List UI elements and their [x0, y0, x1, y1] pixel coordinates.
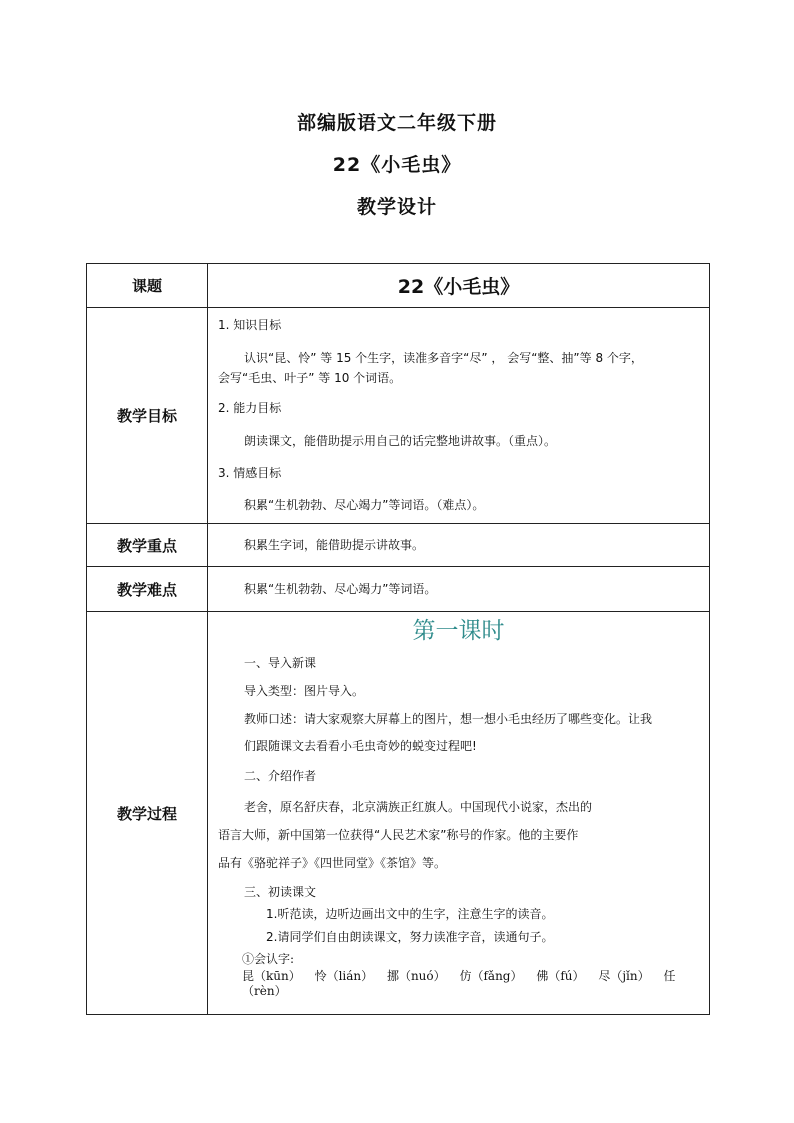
pinyin-item: 仿（fǎng） [459, 969, 523, 984]
table-row [87, 612, 710, 1015]
key-point-cell [208, 524, 710, 567]
section2-line3: 品有《骆驼祥子》《四世同堂》《茶馆》等。 [218, 856, 447, 871]
lesson-plan-table [86, 263, 710, 1015]
section3-item1: 1.听范读，边听边画出文中的生字，注意生字的读音。 [266, 907, 554, 922]
difficult-point-cell [208, 567, 710, 612]
pinyin-item: 昆（kūn） [242, 969, 301, 984]
key-point-label: 教学重点 [87, 524, 208, 567]
table-row [87, 264, 710, 308]
section2-title: 二、介绍作者 [244, 769, 317, 784]
goal1-line1: 认识“昆、怜” 等 15 个生字，读准多音字“尽” ， 会写“整、抽”等 8 个字， [244, 350, 643, 365]
doc-title-line3: 教学设计 [356, 196, 437, 218]
goal3-title: 3. 情感目标 [218, 466, 282, 481]
goal3-text: 积累“生机勃勃、尽心竭力”等词语。（难点）。 [244, 498, 485, 513]
lesson-title: 第一课时 [412, 618, 505, 644]
section2-line2: 语言大师，新中国第一位获得“人民艺术家”称号的作家。他的主要作 [218, 827, 579, 842]
pinyin-list [208, 969, 709, 998]
pinyin-item: 怜（lián） [314, 969, 374, 984]
topic-label: 课题 [87, 264, 208, 308]
table-row [87, 567, 710, 612]
pinyin-item: 挪（nuó） [386, 969, 446, 984]
table-row [87, 524, 710, 567]
doc-title-line2: 22《小毛虫》 [332, 154, 462, 176]
difficult-point-text: 积累“生机勃勃、尽心竭力”等词语。 [244, 581, 437, 596]
section3-item2: 2.请同学们自由朗读课文，努力读准字音，读通句子。 [266, 929, 554, 944]
pinyin-item: 任（rèn） [242, 969, 676, 998]
difficult-point-label: 教学难点 [87, 567, 208, 612]
goal2-text: 朗读课文，能借助提示用自己的话完整地讲故事。（重点）。 [244, 433, 557, 448]
doc-title-line1: 部编版语文二年级下册 [296, 112, 497, 134]
process-cell [208, 612, 710, 1015]
key-point-text: 积累生字词，能借助提示讲故事。 [244, 537, 425, 552]
section2-line1: 老舍，原名舒庆春，北京满族正红旗人。中国现代小说家，杰出的 [244, 799, 593, 814]
goal1-line2: 会写“毛虫、叶子” 等 10 个词语。 [218, 370, 402, 385]
topic-value: 22《小毛虫》 [208, 264, 710, 308]
goal1-title: 1. 知识目标 [218, 318, 282, 333]
recognize-title: ①会认字: [242, 951, 295, 966]
section1-line2: 们跟随课文去看看小毛虫奇妙的蜕变过程吧! [244, 738, 477, 753]
goals-label: 教学目标 [87, 308, 208, 524]
pinyin-item: 尽（jǐn） [598, 969, 650, 984]
pinyin-item: 佛（fú） [536, 969, 585, 984]
section3-title: 三、初读课文 [244, 884, 317, 899]
process-label: 教学过程 [87, 612, 208, 1015]
section1-type: 导入类型：图片导入。 [244, 683, 365, 698]
section1-line1: 教师口述：请大家观察大屏幕上的图片，想一想小毛虫经历了哪些变化。让我 [244, 712, 653, 727]
table-row [87, 308, 710, 524]
goal2-title: 2. 能力目标 [218, 401, 282, 416]
goals-cell [208, 308, 710, 524]
section1-title: 一、导入新课 [244, 655, 317, 670]
